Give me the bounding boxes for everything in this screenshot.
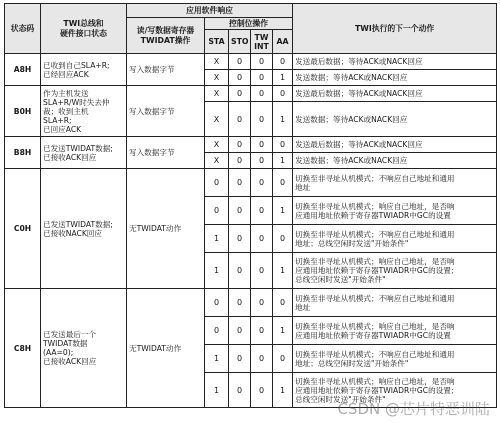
- twint-value: 0: [251, 54, 273, 70]
- text-line: 无TWIDAT动作: [129, 224, 182, 234]
- sta-value: 0: [205, 317, 229, 345]
- twint-value: 0: [251, 225, 273, 253]
- data-op-c8h: [127, 289, 205, 408]
- data-op-b8h: [127, 137, 205, 169]
- table-row: [5, 169, 497, 197]
- text-line: 作为主机发送: [43, 88, 89, 98]
- text-line: 裁；收到主机: [43, 106, 89, 116]
- sta-value: 0: [205, 289, 229, 317]
- text-line: 发送最后数据；等待ACK或NACK回应: [295, 140, 423, 150]
- text-line: 已发送TWIDAT数据;: [43, 143, 113, 153]
- sta-value: X: [205, 153, 229, 169]
- text-line: 发送最后数据；等待ACK或NACK回应: [295, 57, 423, 67]
- sta-value: 1: [205, 253, 229, 289]
- text-line: 写入数据字节: [129, 65, 175, 75]
- text-line: 总线空闲时发送"开始条件": [295, 394, 386, 404]
- sto-value: 0: [229, 225, 251, 253]
- bus-state-c0h: [41, 169, 127, 289]
- next-action-c8h: [293, 317, 497, 345]
- aa-value: 1: [273, 373, 293, 408]
- next-action-a8h: [293, 70, 497, 86]
- data-op-b0h: [127, 86, 205, 137]
- next-action-c8h: [293, 289, 497, 317]
- aa-value: 0: [273, 289, 293, 317]
- sta-value: X: [205, 70, 229, 86]
- sto-value: 0: [229, 317, 251, 345]
- text-line: 发送数据；等待ACK或NACK回应: [295, 73, 408, 83]
- text-line: 发送数据；等待ACK或NACK回应: [295, 114, 408, 124]
- next-action-a8h: [293, 54, 497, 70]
- table-row: [5, 289, 497, 317]
- table-body: [5, 54, 497, 408]
- twi-status-table: [4, 3, 497, 408]
- text-line: 已发送TWIDAT数据;: [43, 219, 113, 229]
- text-line: 切换至非寻址从机模式；响应自己地址，是否响: [295, 201, 455, 211]
- next-action-b8h: [293, 137, 497, 153]
- sta-value: 0: [205, 197, 229, 225]
- status-code-b8h: B8H: [5, 137, 41, 169]
- aa-value: 0: [273, 137, 293, 153]
- sta-value: X: [205, 102, 229, 137]
- text-line: 总线空闲时发送"开始条件": [295, 275, 386, 285]
- header-twint: TW INT: [251, 30, 273, 54]
- bus-state-a8h: [41, 54, 127, 86]
- aa-value: 0: [273, 54, 293, 70]
- sto-value: 0: [229, 54, 251, 70]
- sto-value: 0: [229, 345, 251, 373]
- next-action-b0h: [293, 102, 497, 137]
- table-row: [5, 54, 497, 70]
- header-bus-state: TWI总线和 硬件接口状态: [41, 4, 127, 54]
- sto-value: 0: [229, 70, 251, 86]
- data-op-c0h: [127, 169, 205, 289]
- header-sta: STA: [205, 30, 229, 54]
- sta-value: 1: [205, 345, 229, 373]
- bus-state-b8h: [41, 137, 127, 169]
- header-status-code: 状态码: [5, 4, 41, 54]
- sta-value: X: [205, 86, 229, 102]
- text-line: 发送最后数据；等待ACK或NACK回应: [295, 89, 423, 99]
- text-line: 已经回应ACK: [43, 69, 89, 79]
- aa-value: 1: [273, 197, 293, 225]
- data-op-a8h: [127, 54, 205, 86]
- next-action-c0h: [293, 253, 497, 289]
- aa-value: 1: [273, 253, 293, 289]
- text-line: 切换至非寻址从机模式；不响应自己地址和通用: [295, 349, 455, 359]
- twint-value: 0: [251, 373, 273, 408]
- twint-value: 0: [251, 70, 273, 86]
- header-app-response: 应用软件响应: [127, 4, 293, 18]
- text-line: SLA+R/W时失去仲: [43, 97, 110, 107]
- aa-value: 1: [273, 153, 293, 169]
- text-line: 地址；总线空闲时发送"开始条件": [295, 358, 409, 368]
- sto-value: 0: [229, 102, 251, 137]
- sto-value: 0: [229, 373, 251, 408]
- twint-value: 0: [251, 169, 273, 197]
- header-aa: AA: [273, 30, 293, 54]
- sta-value: X: [205, 54, 229, 70]
- text-line: 写入数据字节: [129, 106, 175, 116]
- twint-value: 0: [251, 317, 273, 345]
- twint-value: 0: [251, 289, 273, 317]
- table-row: [5, 86, 497, 102]
- text-line: TWIDAT数据: [43, 339, 88, 349]
- next-action-c8h: [293, 345, 497, 373]
- sta-value: 1: [205, 225, 229, 253]
- sta-value: X: [205, 137, 229, 153]
- bus-state-c8h: [41, 289, 127, 408]
- text-line: 应通用地址依赖于寄存器TWIADR中GC的设置；: [295, 385, 459, 395]
- sto-value: 0: [229, 197, 251, 225]
- text-line: 已回应ACK: [43, 125, 82, 134]
- next-action-b8h: [293, 153, 497, 169]
- text-line: (AA=0);: [43, 348, 74, 358]
- text-line: 切换至非寻址从机模式；不响应自己地址和通用: [295, 229, 455, 239]
- next-action-c0h: [293, 225, 497, 253]
- header-sto: STO: [229, 30, 251, 54]
- twint-value: 0: [251, 86, 273, 102]
- text-line: 已接收ACK回应: [43, 152, 97, 162]
- text-line: 应通用地址依赖于寄存器TWIADR中GC的设置: [295, 210, 451, 220]
- sto-value: 0: [229, 86, 251, 102]
- next-action-c0h: [293, 169, 497, 197]
- sta-value: 0: [205, 169, 229, 197]
- next-action-b0h: [293, 86, 497, 102]
- text-line: 已发送最后一个: [43, 330, 97, 340]
- status-code-b0h: B0H: [5, 86, 41, 137]
- aa-value: 1: [273, 102, 293, 137]
- aa-value: 0: [273, 169, 293, 197]
- text-line: 应通用地址依赖于寄存器TWIADR中GC的设置；: [295, 266, 459, 276]
- text-line: 地址: [295, 302, 311, 312]
- text-line: 已接收NACK回应: [43, 228, 102, 238]
- aa-value: 1: [273, 317, 293, 345]
- aa-value: 0: [273, 345, 293, 373]
- status-code-a8h: A8H: [5, 54, 41, 86]
- header-data-register: 读/写数据寄存器 TWIDAT操作: [127, 18, 205, 54]
- aa-value: 0: [273, 225, 293, 253]
- twint-value: 0: [251, 153, 273, 169]
- twint-value: 0: [251, 197, 273, 225]
- twint-value: 0: [251, 253, 273, 289]
- aa-value: 0: [273, 86, 293, 102]
- watermark: CSDN @芯片特恶训陆: [337, 400, 490, 418]
- text-line: SLA+R;: [43, 115, 72, 125]
- status-code-c0h: C0H: [5, 169, 41, 289]
- twint-value: 0: [251, 102, 273, 137]
- aa-value: 1: [273, 70, 293, 86]
- text-line: 地址: [295, 182, 311, 192]
- sto-value: 0: [229, 169, 251, 197]
- text-line: 切换至非寻址从机模式；响应自己地址，是否响: [295, 376, 455, 386]
- text-line: 已收到自己SLA+R;: [43, 60, 110, 70]
- text-line: 切换至非寻址从机模式；响应自己地址，是否响: [295, 257, 455, 267]
- header-control-bits: 控制位操作: [205, 18, 293, 30]
- text-line: 发送数据；等待ACK或NACK回应: [295, 156, 408, 166]
- next-action-c0h: [293, 197, 497, 225]
- text-line: 应通用地址依赖于寄存器TWIADR中GC的设置: [295, 330, 451, 340]
- text-line: 地址；总线空闲时发送"开始条件": [295, 238, 409, 248]
- header-next-action: TWI执行的下一个动作: [293, 4, 497, 54]
- bus-state-b0h: [41, 86, 127, 137]
- sta-value: 1: [205, 373, 229, 408]
- sto-value: 0: [229, 137, 251, 153]
- sto-value: 0: [229, 289, 251, 317]
- twint-value: 0: [251, 345, 273, 373]
- sto-value: 0: [229, 253, 251, 289]
- text-line: 切换至非寻址从机模式；响应自己地址，是否响: [295, 321, 455, 331]
- text-line: 无TWIDAT动作: [129, 343, 182, 353]
- twint-value: 0: [251, 137, 273, 153]
- text-line: 写入数据字节: [129, 148, 175, 158]
- status-code-c8h: C8H: [5, 289, 41, 408]
- text-line: 切换至非寻址从机模式；不响应自己地址和通用: [295, 173, 455, 183]
- text-line: 切换至非寻址从机模式；不响应自己地址和通用: [295, 293, 455, 303]
- text-line: 已接收ACK回应: [43, 357, 97, 367]
- next-action-c8h: [293, 373, 497, 408]
- document-page: [4, 3, 496, 413]
- table-row: [5, 137, 497, 153]
- sto-value: 0: [229, 153, 251, 169]
